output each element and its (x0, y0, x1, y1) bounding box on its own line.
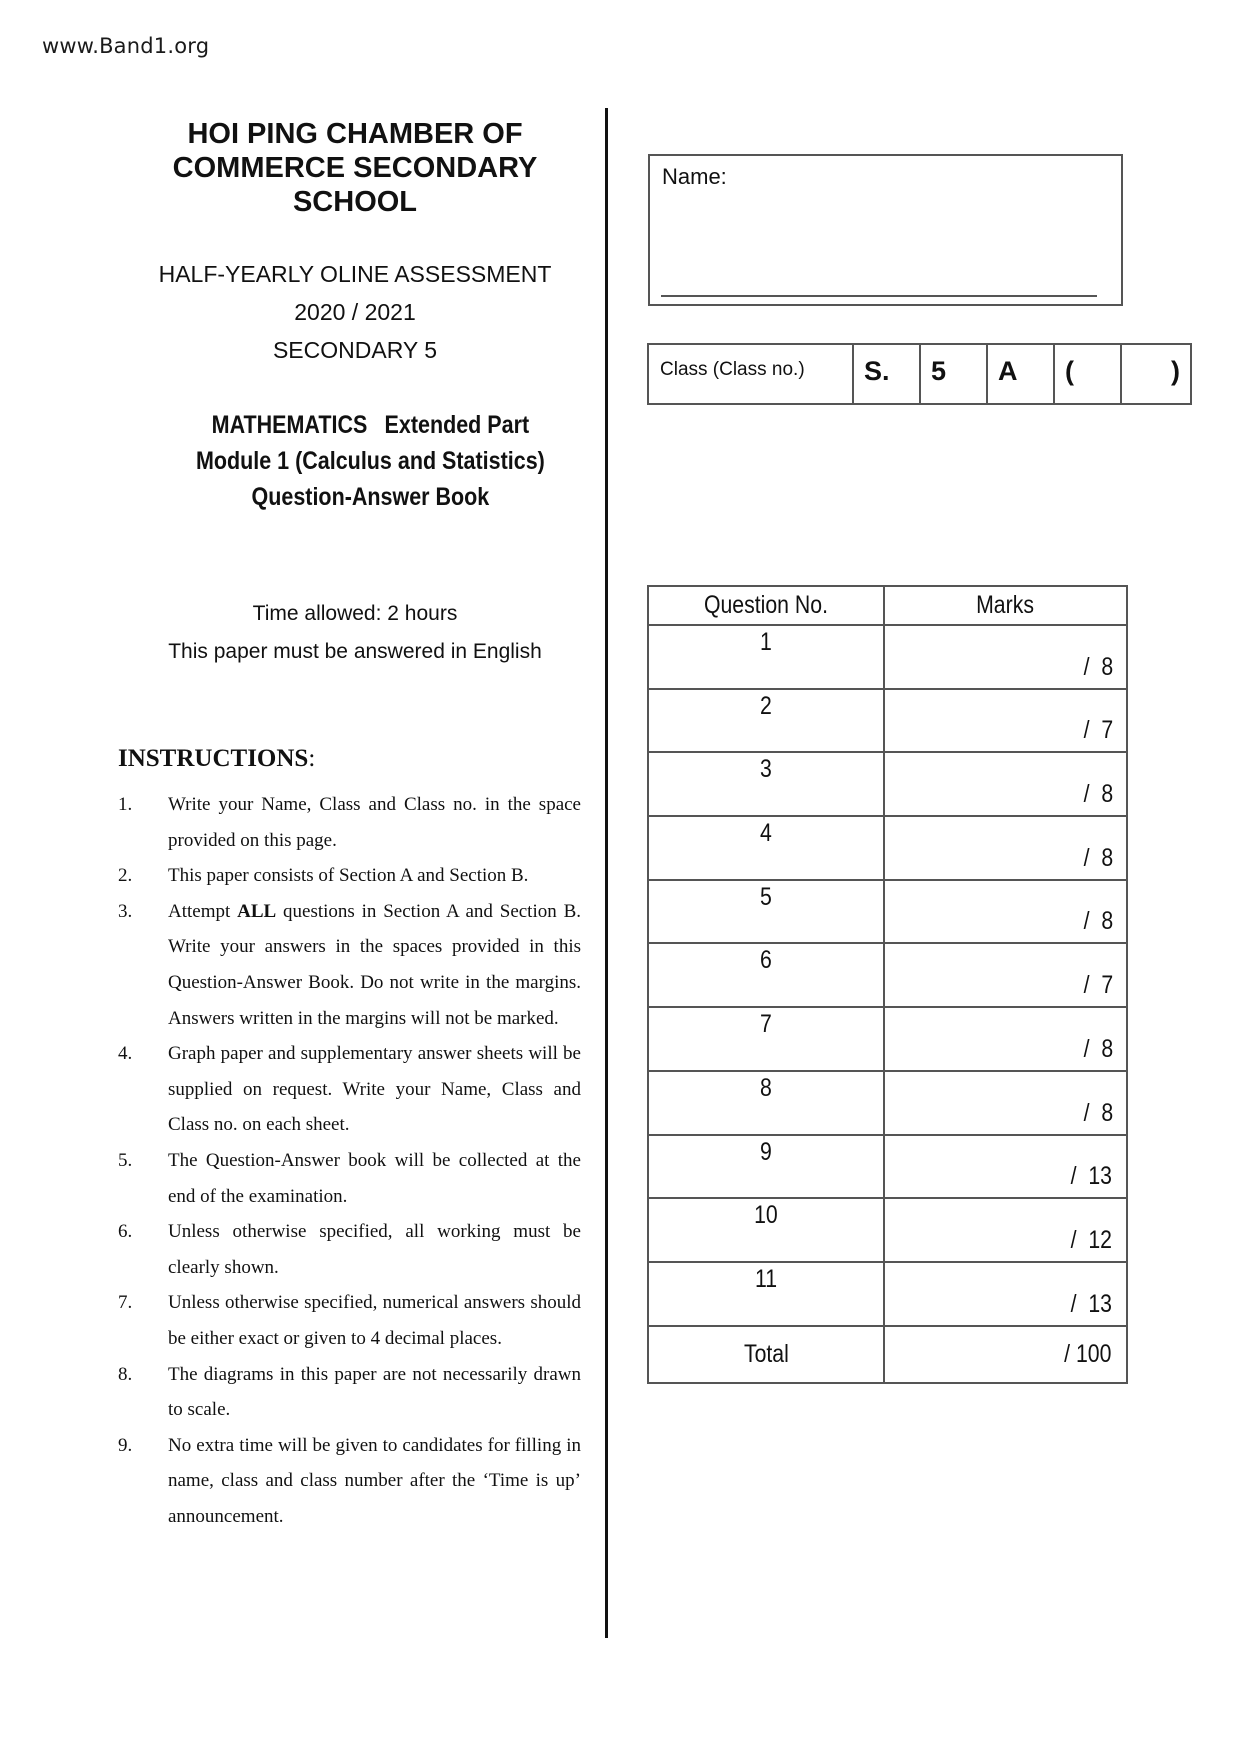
question-number (648, 1071, 884, 1135)
instruction-item (118, 1214, 581, 1285)
marks-cell[interactable] (884, 816, 1127, 880)
marks-row (648, 1198, 1127, 1262)
marks-row (648, 880, 1127, 944)
marks-cell[interactable] (884, 689, 1127, 753)
question-number-text: 10 (754, 1201, 778, 1230)
school-year: 2020 / 2021 (294, 299, 416, 325)
instruction-number: 6. (118, 1221, 133, 1243)
question-number-text: 5 (760, 882, 772, 911)
assessment-info (110, 255, 600, 369)
school-name-line: COMMERCE SECONDARY (172, 152, 538, 184)
class-label: Class (Class no.) (648, 344, 853, 404)
instruction-item (118, 787, 581, 858)
marks-max: / 8 (1083, 843, 1114, 872)
instructions-heading (118, 745, 315, 773)
subject-name: MATHEMATICS (211, 411, 368, 439)
instruction-number: 9. (118, 1434, 133, 1456)
total-label (648, 1326, 884, 1384)
book-title: Question-Answer Book (251, 483, 490, 511)
marks-total-row (648, 1326, 1127, 1384)
school-name-line: HOI PING CHAMBER OF (187, 118, 523, 150)
question-number (648, 1007, 884, 1071)
class-box (647, 343, 1192, 405)
marks-table (647, 585, 1128, 1384)
question-number (648, 752, 884, 816)
class-row (648, 344, 1191, 404)
instruction-number: 8. (118, 1363, 133, 1385)
question-number (648, 943, 884, 1007)
total-label-text: Total (743, 1339, 789, 1368)
marks-cell[interactable] (884, 1135, 1127, 1199)
instructions-heading-text: INSTRUCTIONS (118, 745, 309, 772)
class-no-open-paren: ( (1054, 344, 1121, 404)
marks-max: / 8 (1083, 1098, 1114, 1127)
marks-max: / 8 (1083, 907, 1114, 936)
instruction-text: The Question-Answer book will be collected at the end of the examination. (168, 1149, 581, 1207)
instruction-item (118, 1285, 581, 1356)
question-number-text: 9 (760, 1137, 772, 1166)
marks-row (648, 1071, 1127, 1135)
class-letter: A (987, 344, 1054, 404)
question-number (648, 1135, 884, 1199)
column-header-marks (884, 586, 1127, 625)
subject-block (160, 407, 581, 515)
marks-cell[interactable] (884, 1007, 1127, 1071)
marks-row (648, 625, 1127, 689)
instruction-text: questions in Section A and Section B. Write your answers in the spaces provided in this Question-Answer Book. Do not write in the margins. Answers written in the margins will not be marked. (168, 900, 581, 1029)
instruction-text-pre: Attempt (168, 900, 238, 922)
instruction-item (118, 1357, 581, 1428)
question-number-text: 3 (760, 755, 772, 784)
instruction-item (118, 894, 581, 1036)
instruction-number: 2. (118, 865, 133, 887)
column-header-question-text: Question No. (703, 591, 829, 619)
column-header-question (648, 586, 884, 625)
exam-conditions (110, 595, 600, 671)
marks-max: / 12 (1070, 1225, 1113, 1254)
question-number-text: 8 (760, 1073, 772, 1102)
marks-row (648, 816, 1127, 880)
instruction-number: 4. (118, 1043, 133, 1065)
class-no-close-paren: ) (1171, 355, 1180, 386)
instruction-text: Unless otherwise specified, all working must be clearly shown. (168, 1221, 581, 1278)
class-form: 5 (920, 344, 987, 404)
question-number-text: 6 (760, 946, 772, 975)
watermark-url: www.Band1.org (42, 34, 210, 58)
instruction-number: 1. (118, 794, 133, 815)
total-marks (884, 1326, 1127, 1384)
marks-cell[interactable] (884, 1198, 1127, 1262)
instructions-heading-colon: : (308, 745, 316, 772)
class-no-field[interactable] (1121, 344, 1191, 404)
school-name-line: SCHOOL (292, 186, 418, 218)
subject-part: Extended Part (384, 411, 530, 439)
instruction-number: 7. (118, 1292, 133, 1314)
form-level: SECONDARY 5 (272, 337, 438, 363)
instruction-item (118, 858, 581, 894)
question-number (648, 625, 884, 689)
marks-row (648, 689, 1127, 753)
marks-max: / 8 (1083, 1034, 1114, 1063)
marks-max: / 8 (1083, 780, 1114, 809)
instruction-text: No extra time will be given to candidates for filling in name, class and class number after the ‘Time is up’ announcement. (168, 1434, 581, 1527)
instructions-list (118, 787, 581, 1534)
instruction-emphasis: ALL (237, 900, 277, 922)
total-marks-text: / 100 (1064, 1339, 1112, 1368)
instruction-number: 5. (118, 1149, 133, 1171)
name-label: Name: (662, 164, 727, 189)
instruction-text: Graph paper and supplementary answer sheets will be supplied on request. Write your Name, Class and Class no. on each sheet. (168, 1043, 581, 1136)
question-number (648, 689, 884, 753)
marks-cell[interactable] (884, 625, 1127, 689)
assessment-title: HALF-YEARLY OLINE ASSESSMENT (158, 261, 552, 287)
column-divider (605, 108, 608, 1638)
marks-cell[interactable] (884, 943, 1127, 1007)
question-number-text: 11 (754, 1264, 778, 1293)
instruction-item (118, 1036, 581, 1143)
marks-max: / 13 (1070, 1162, 1113, 1191)
marks-row (648, 1262, 1127, 1326)
marks-table-header (648, 586, 1127, 625)
name-field[interactable] (661, 295, 1097, 297)
module-title: Module 1 (Calculus and Statistics) (195, 447, 545, 475)
school-name (110, 117, 600, 219)
marks-row (648, 1007, 1127, 1071)
marks-cell[interactable] (884, 880, 1127, 944)
marks-max: / 7 (1083, 716, 1114, 745)
marks-row (648, 1135, 1127, 1199)
language-note: This paper must be answered in English (168, 640, 542, 663)
instruction-text: The diagrams in this paper are not necessarily drawn to scale. (168, 1363, 581, 1421)
marks-cell[interactable] (884, 1262, 1127, 1326)
question-number-text: 4 (760, 819, 772, 848)
question-number (648, 880, 884, 944)
question-number (648, 1198, 884, 1262)
question-number-text: 2 (760, 691, 772, 720)
instruction-item (118, 1143, 581, 1214)
instruction-text: Write your Name, Class and Class no. in the space provided on this page. (168, 794, 581, 851)
column-header-marks-text: Marks (976, 591, 1035, 619)
marks-max: / 13 (1070, 1289, 1113, 1318)
marks-cell[interactable] (884, 752, 1127, 816)
instruction-number: 3. (118, 900, 133, 922)
question-number-text: 7 (760, 1010, 772, 1039)
name-box (648, 154, 1123, 306)
question-number (648, 816, 884, 880)
instruction-text: Unless otherwise specified, numerical answers should be either exact or given to 4 decimal places. (168, 1292, 581, 1349)
class-prefix: S. (853, 344, 920, 404)
marks-max: / 8 (1083, 652, 1114, 681)
question-number (648, 1262, 884, 1326)
marks-row (648, 752, 1127, 816)
instruction-text: This paper consists of Section A and Section B. (168, 865, 529, 887)
marks-max: / 7 (1083, 971, 1114, 1000)
marks-cell[interactable] (884, 1071, 1127, 1135)
question-number-text: 1 (760, 628, 772, 656)
time-allowed: Time allowed: 2 hours (252, 602, 458, 625)
instruction-item (118, 1428, 581, 1535)
subject-title (160, 407, 581, 443)
marks-row (648, 943, 1127, 1007)
